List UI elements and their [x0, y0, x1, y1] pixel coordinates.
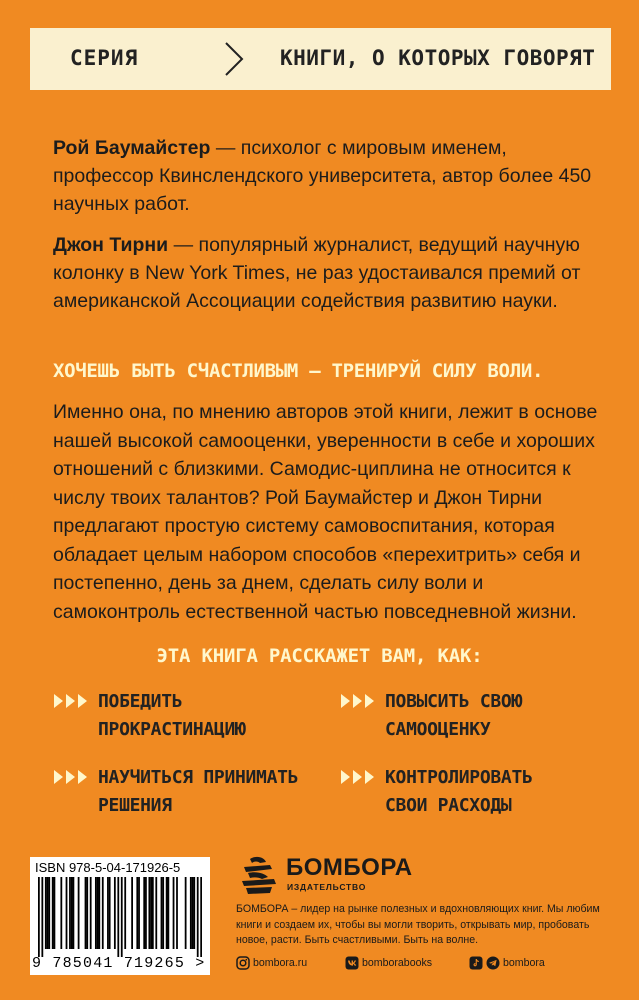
barcode-bar: [73, 877, 75, 949]
barcode-bar: [138, 877, 140, 949]
benefit-line: СВОИ РАСХОДЫ: [385, 795, 512, 816]
headline: ХОЧЕШЬ БЫТЬ СЧАСТЛИВЫМ — ТРЕНИРУЙ СИЛУ ВОЛИ.: [53, 360, 544, 382]
isbn-barcode: [30, 857, 210, 975]
barcode-bar: [52, 877, 54, 949]
barcode-bar: [90, 877, 92, 949]
triple-arrow-icon: [340, 692, 376, 710]
barcode-bar: [161, 877, 163, 949]
barcode-bar: [148, 877, 150, 949]
social-link-text: bomborabooks: [362, 957, 433, 969]
publisher-name: БОМБОРА: [286, 854, 413, 881]
barcode-bar: [114, 877, 116, 949]
benefit-item: [340, 764, 620, 824]
benefit-line: НАУЧИТЬСЯ ПРИНИМАТЬ: [98, 767, 299, 788]
social-link-vk[interactable]: [345, 956, 432, 970]
series-name: КНИГИ, О КОТОРЫХ ГОВОРЯТ: [280, 46, 596, 70]
barcode-bar: [78, 877, 80, 949]
barcode-bar: [54, 877, 56, 949]
barcode-bar: [136, 877, 138, 949]
barcode-bar: [117, 877, 119, 957]
barcode-bar: [66, 877, 68, 949]
barcode-bar: [121, 877, 123, 957]
tiktok-icon: [469, 956, 483, 970]
barcode-bar: [41, 877, 43, 957]
triple-arrow-icon: [53, 768, 89, 786]
chevron-right-icon: [220, 40, 248, 78]
triple-arrow-icon: [340, 768, 376, 786]
barcode-bar: [155, 877, 157, 949]
social-link-text: bombora: [503, 957, 545, 969]
barcode-bar: [176, 877, 178, 949]
book-description: Именно она, по мнению авторов этой книги, лежит в основе нашей высокой самооценки, уверенности в себе и хороших отношений с близкими. Самодис-циплина не относится к числу твоих талантов? Рой Баумайстер и Джон Тирни предлагают простую систему самовоспитания, которая обладает целым набором способов «перехитрить» себя и постепенно, день за днем, сделать силу воли и самоконтроль естественной частью повседневной жизни.: [53, 401, 598, 623]
barcode-bar: [38, 877, 40, 957]
benefit-item: [53, 764, 333, 824]
social-link-site[interactable]: [236, 956, 307, 970]
social-link-text: bombora.ru: [253, 957, 308, 969]
author-description: — психолог с мировым именем, профессор Квинслендского университета, автор более 450 научных работ.: [53, 137, 592, 215]
author-bio-tierney: [53, 231, 593, 315]
barcode-bar: [143, 877, 145, 949]
barcode-bar: [193, 877, 195, 949]
barcode-bar: [167, 877, 169, 949]
barcode-bar: [47, 877, 49, 949]
barcode-bar: [173, 877, 175, 949]
barcode-bar: [102, 877, 104, 949]
benefit-item: [340, 688, 620, 748]
benefit-line: САМООЦЕНКУ: [385, 719, 491, 740]
publisher-subtitle: ИЗДАТЕЛЬСТВО: [287, 882, 367, 892]
barcode-bar: [85, 877, 87, 949]
barcode-bar: [152, 877, 154, 949]
author-name: Рой Баумайстер: [53, 137, 211, 159]
barcode-bar: [145, 877, 147, 949]
benefit-line: КОНТРОЛИРОВАТЬ: [385, 767, 533, 788]
barcode-bar: [98, 877, 100, 949]
benefit-line: ПОБЕДИТЬ: [98, 691, 183, 712]
benefit-line: ПОВЫСИТЬ СВОЮ: [385, 691, 522, 712]
barcode-bar: [162, 877, 164, 949]
barcode-bar: [60, 877, 62, 949]
social-link-telegram[interactable]: [469, 956, 545, 970]
benefit-item: [53, 688, 323, 748]
barcode-bar: [131, 877, 133, 949]
barcode-bar: [192, 877, 194, 949]
barcode-bar: [185, 877, 187, 949]
barcode-bar: [107, 877, 109, 949]
barcode-digits: 9 785041 719265 >: [32, 955, 206, 972]
benefit-line: РЕШЕНИЯ: [98, 795, 172, 816]
barcode-bar: [124, 877, 126, 949]
barcode-bar: [197, 877, 199, 957]
barcode-bar: [97, 877, 99, 949]
barcode-bar: [95, 877, 97, 949]
series-label: СЕРИЯ: [70, 46, 139, 70]
author-description: — популярный журналист, ведущий научную колонку в New York Times, не раз удостаивался премий от американской Ассоциации содействия развитию науки.: [53, 234, 581, 312]
barcode-bar: [200, 877, 202, 957]
barcode-bar: [71, 877, 73, 949]
barcode-bar: [86, 877, 88, 949]
barcode-bar: [109, 877, 111, 949]
telegram-icon: [486, 956, 500, 970]
bombora-logo-icon: [236, 853, 282, 897]
author-bio-baumeister: [53, 134, 593, 218]
barcode-bar: [150, 877, 152, 949]
barcode-bar: [45, 877, 47, 949]
benefits-heading: ЭТА КНИГА РАССКАЖЕТ ВАМ, КАК:: [156, 645, 483, 667]
author-name: Джон Тирни: [53, 234, 169, 256]
isbn-label: ISBN 978-5-04-171926-5: [35, 860, 181, 875]
barcode-bar: [190, 877, 192, 949]
instagram-icon: [236, 956, 250, 970]
barcode-bar: [166, 877, 168, 949]
barcode-icon: [38, 877, 202, 957]
barcode-bar: [69, 877, 71, 949]
publisher-description: БОМБОРА – лидер на рынке полезных и вдохновляющих книг. Мы любим книги и создаем их, чтобы вы могли творить, открывать мир, пробовать новое, расти. Быть счастливыми. Быть на волне.: [236, 903, 600, 946]
benefit-line: ПРОКРАСТИНАЦИЮ: [98, 719, 246, 740]
barcode-bar: [48, 877, 50, 949]
series-banner: [30, 28, 611, 90]
triple-arrow-icon: [53, 692, 89, 710]
vk-icon: [345, 956, 359, 970]
